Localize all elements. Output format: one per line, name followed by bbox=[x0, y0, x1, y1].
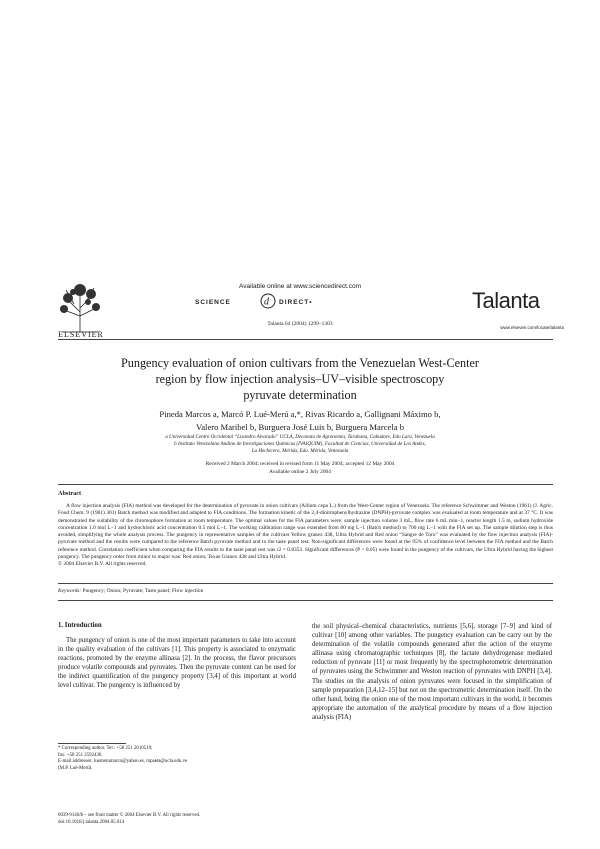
affiliation-line: b Instituto Venezolano Andino de Investigaciones Químicas (IVAIQUIM), Facultad de Ciencias, Universidad de Los Andes, bbox=[174, 441, 426, 447]
affiliations bbox=[80, 434, 520, 455]
abstract-heading: Abstract bbox=[58, 490, 82, 497]
elsevier-tree-logo bbox=[58, 282, 102, 336]
keywords-bottom-rule bbox=[58, 600, 553, 601]
footnote-line: (M.P. Lué-Merú). bbox=[58, 765, 93, 771]
abstract-body bbox=[58, 503, 553, 569]
journal-url[interactable]: www.elsevier.com/locate/talanta bbox=[500, 325, 564, 330]
intro-right-column: the soil physical–chemical characteristics, nutrients [5,6], storage [7–9] and kind of cultivar [10] among other variables. The pungency evaluation can be carry out by the determination of the volatile compounds generated after the action of the enzyme allinasa using chromatographic techniques [8], the lactate dehydrogenase mediated reduction of pyruvate [11] or most frequently by the spectrophotometric determination of pyruvates using the Schwimmer and Weston reaction of pyruvates with DNPH [3,4]. The studies on the analysis of onion pyruvates were focused in the simplification of sample preparation [3,4,12–15] but not on the spectrometric determination itself. On the other hand, being the onion one of the most important cultivars in the world, it becomes appropriate the automation of the analytical procedure by means of a flow injection analysis (FIA) bbox=[312, 623, 552, 721]
affiliation-line: a Universidad Centro Occidental “Lisandro Alvarado” UCLA, Decanato de Agronomía, Tarabana, Cabudare, Edo Lara, Venezuela bbox=[165, 434, 435, 440]
svg-text:SCIENCE: SCIENCE bbox=[195, 299, 231, 306]
journal-name: Talanta bbox=[472, 288, 540, 313]
intro-left-column: The pungency of onion is one of the most important parameters to take into account in the quality evaluation of the cultivars [1]. This property is associated to enzymatic reactions, promoted by the enzyme allinasa [2]. In the process, the flavor precursors produce volatile compounds and pyruvates. Then the pyruvate content can be used for the indirect quantification of the pungency property [3,4] of this important at world level cultivar. The pungency is influenced by bbox=[58, 637, 296, 690]
header-rule bbox=[58, 339, 553, 340]
footnote-line: * Corresponding author. Tel.: +58 251 2610510; bbox=[58, 746, 153, 751]
article-title bbox=[80, 355, 520, 403]
article-dates bbox=[80, 461, 520, 476]
author-list bbox=[80, 408, 520, 434]
keywords-label: Keywords: bbox=[58, 588, 82, 594]
svg-text:d: d bbox=[264, 296, 269, 308]
svg-text:DIRECT•: DIRECT• bbox=[279, 299, 313, 306]
affiliation-line: La Hechicera, Mérida, Edo. Mérida, Venezuela bbox=[251, 448, 349, 454]
publisher-name: ELSEVIER bbox=[58, 330, 104, 339]
abstract-text: A flow injection analysis (FIA) method was developed for the determination of pyruvate in onion cultivars (Allium cepa L.) from the West-Center region of Venezuela. The reference Schwimmer and Weston (1961) (J. Agric. Food Chem. 9 (1961) 301) Batch method was modified and adapted to FIA conditions. The formation kinetic of the 2,4-dinitrophenylhydrazine (DNPH)-pyruvate complex was evaluated at room temperature and at 37 °C. It was demonstrated the suitability of the chromophore formation at room temperature. The optimal values for the FIA parameters were: sample injection volume 3 mL, flow rate 6 mL min−1, reactor length 1.5 m, sodium hydroxide concentration 1.0 mol L−1 and hydrochloric acid concentration 0.5 mol L−1. The working calibration range was extended from 80 mg L−1 (Batch method) to 700 mg L−1 with the FIA set up. The sample dilution step is thus avoided, simplifying the whole analysis process. The pungency in representative samples of the cultivars Yellow granex 438, Ultra Hybrid and Red onion “Sangre de Toro” was evaluated by the flow injection analysis (FIA)-pyruvate method and the results were compared to the reference Batch pyruvate method and to the taste panel test. Non-significant differences were found at the 95% of confidence level between the FIA method and the Batch reference method. Correlation coefficient when comparing the FIA results to the taste panel test was r2 = 0.8353. Significant differences (P < 0.05) were found in the pungency of the cultivars, the Ultra Hybrid having the highest pungency. The pungency order from minor to major was: Red onion, Texas Granex 438 and Ultra Hybrid. bbox=[58, 503, 553, 561]
doi-link[interactable]: doi:10.1016/j.talanta.2004.05.014 bbox=[58, 819, 125, 825]
footnote-rule bbox=[58, 743, 126, 744]
keywords bbox=[58, 588, 553, 594]
abstract-copyright: © 2004 Elsevier B.V. All rights reserved. bbox=[58, 561, 147, 568]
journal-reference: Talanta 64 (2004) 1299–1303 bbox=[267, 321, 333, 327]
received-dates: Received 2 March 2004; received in revised form 11 May 2004; accepted 12 May 2004 bbox=[205, 461, 395, 467]
online-date: Available online 2 July 2004 bbox=[269, 468, 331, 475]
title-line: region by flow injection analysis–UV–visible spectroscopy bbox=[155, 372, 445, 386]
section-heading-introduction: 1. Introduction bbox=[58, 622, 102, 629]
keywords-list: Pungency; Onion; Pyruvate; Taste panel; Flow injection bbox=[82, 588, 204, 594]
issn-line: 0039-9140/$ – see front matter © 2004 Elsevier B.V. All rights reserved. bbox=[58, 813, 201, 818]
front-matter-footer bbox=[58, 813, 296, 826]
corresponding-author-footnote bbox=[58, 746, 296, 772]
footnote-email[interactable]: E-mail addresses: luemerumarco@yahoo.es, mpaeta@ucla.edu.ve bbox=[58, 759, 188, 765]
footnote-line: fax: +58 251 2592436. bbox=[58, 752, 103, 758]
sciencedirect-logo bbox=[195, 293, 405, 309]
author-line: Valero Maribel b, Burguera José Luis b, Burguera Marcela b bbox=[195, 422, 405, 432]
available-online-text: Available online at www.sciencedirect.com bbox=[239, 283, 361, 290]
title-line: pyruvate determination bbox=[243, 388, 357, 402]
title-line: Pungency evaluation of onion cultivars from the Venezuelan West-Center bbox=[121, 356, 479, 370]
keywords-rule bbox=[58, 583, 553, 584]
author-line: Pineda Marcos a, Marcó P. Lué-Merú a,*, Rivas Ricardo a, Gallignani Máximo b, bbox=[159, 409, 441, 419]
abstract-top-rule bbox=[58, 484, 553, 485]
